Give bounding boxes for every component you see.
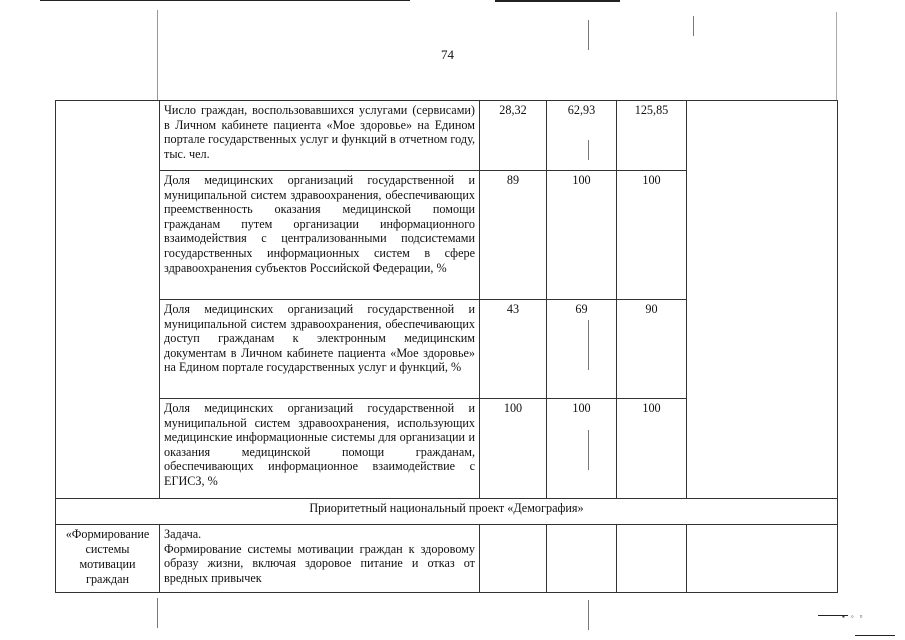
task-text: Формирование системы мотивации граждан к здоровому образу жизни, включая здоровое питание и отказ от вредных привычек (164, 541, 475, 585)
value-cell: 62,93 (547, 101, 617, 171)
indicator-cell: Доля медицинских организаций государственной и муниципальной систем здравоохранения, обеспечивающих преемственность оказания медицинской помощи гражданам путем организации информационного взаимодействия с централизованными подсистемами государственных информационных систем в сфере здравоохранения субъектов Российской Федерации, % (160, 171, 480, 300)
scan-dash-6 (157, 598, 158, 628)
indicator-cell: Доля медицинских организаций государственной и муниципальной систем здравоохранения, использующих медицинские информационные системы для организации и оказания медицинской помощи гражданам, обеспечивающих информационное взаимодействие с ЕГИСЗ, % (160, 399, 480, 499)
empty-cell (687, 525, 838, 593)
value-cell: 89 (480, 171, 547, 300)
indicator-cell: Доля медицинских организаций государственной и муниципальной систем здравоохранения, обеспечивающих доступ гражданам к электронным медицинским документам в Личном кабинете пациента «Мое здоровье» на Едином портале государственных услуг и функций, % (160, 300, 480, 399)
section-title: Приоритетный национальный проект «Демография» (56, 499, 838, 525)
scan-bottom-marks: ▪ ◦ ▫ (842, 612, 863, 621)
page-number: 74 (441, 47, 454, 62)
row-left-cell (56, 101, 160, 499)
value-cell: 100 (617, 171, 687, 300)
task-row (56, 525, 838, 593)
value-cell: 100 (547, 171, 617, 300)
value-cell: 43 (480, 300, 547, 399)
scan-dash-1 (588, 20, 589, 50)
value-cell: 125,85 (617, 101, 687, 171)
value-cell: 69 (547, 300, 617, 399)
scan-bottom-line-2 (855, 635, 895, 636)
scan-right-vertical (836, 12, 837, 100)
empty-cell (617, 525, 687, 593)
value-cell: 100 (617, 399, 687, 499)
value-cell: 100 (547, 399, 617, 499)
scan-dash-2 (693, 16, 694, 36)
task-label: Задача. (164, 527, 202, 541)
value-cell: 28,32 (480, 101, 547, 171)
scan-dash-7 (588, 600, 589, 630)
scan-top-line-left (40, 0, 410, 1)
value-cell: 100 (480, 399, 547, 499)
table-row (56, 101, 838, 171)
task-cell (160, 525, 480, 593)
empty-cell (480, 525, 547, 593)
scan-left-vertical (157, 10, 158, 100)
indicator-table (55, 100, 838, 593)
note-cell (687, 101, 838, 499)
task-left-label: «Формирование системы мотивации граждан (56, 525, 160, 593)
empty-cell (547, 525, 617, 593)
value-cell: 90 (617, 300, 687, 399)
section-row (56, 499, 838, 525)
indicator-cell: Число граждан, воспользовавшихся услугами (сервисами) в Личном кабинете пациента «Мое здоровье» на Едином портале государственных услуг и функций в отчетном году, тыс. чел. (160, 101, 480, 171)
scan-top-line-right (495, 0, 620, 2)
